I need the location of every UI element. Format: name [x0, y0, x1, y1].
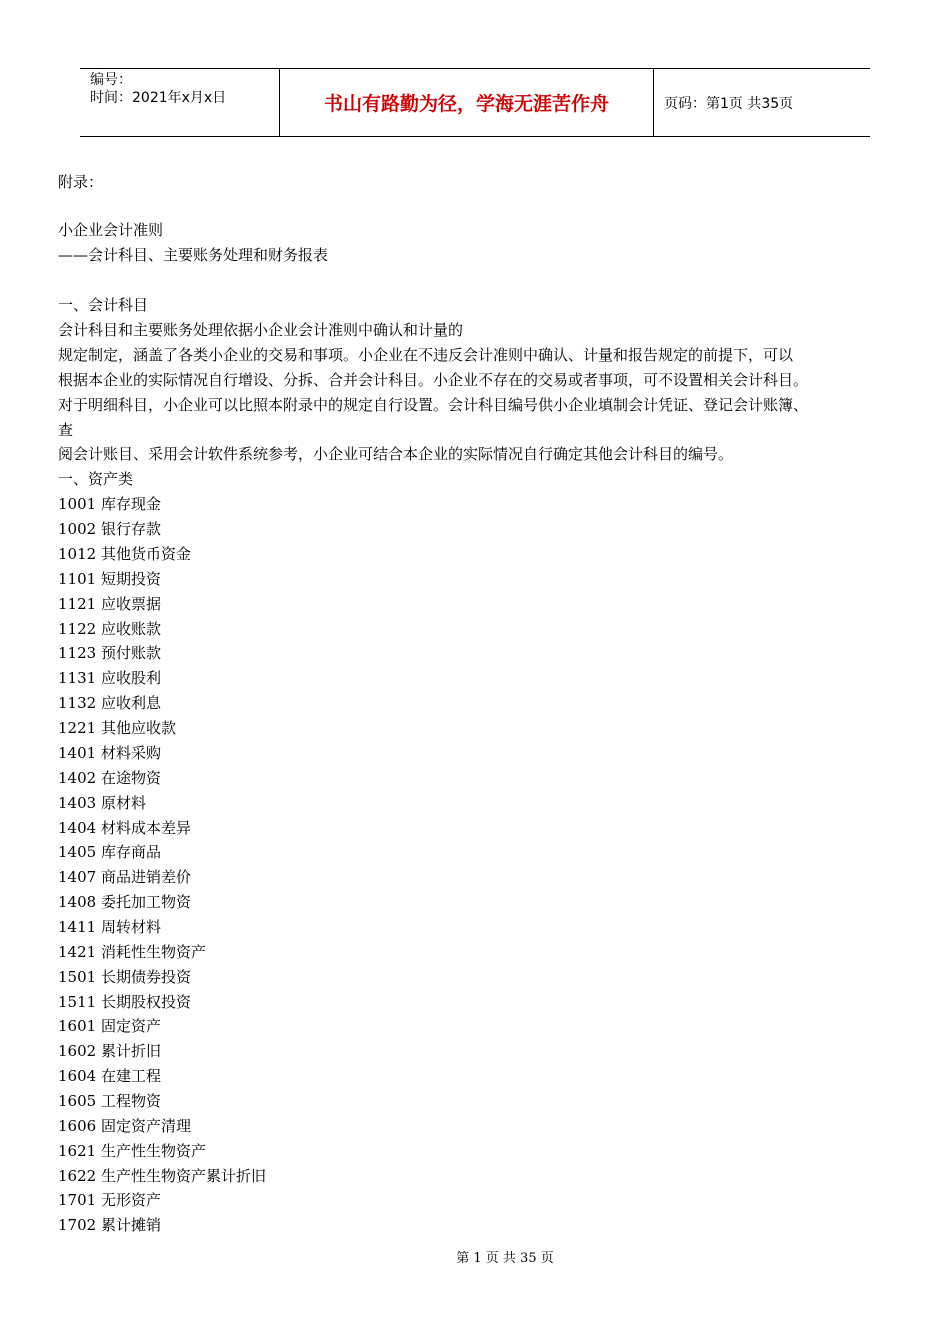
- account-item: 1123 预付账款: [58, 644, 161, 662]
- account-item: 1122 应收账款: [58, 620, 161, 638]
- paragraph-line: 会计科目和主要账务处理依据小企业会计准则中确认和计量的: [58, 321, 464, 339]
- account-item: 1602 累计折旧: [58, 1042, 161, 1060]
- account-item: 1131 应收股利: [58, 669, 161, 687]
- account-item: 1604 在建工程: [58, 1067, 161, 1085]
- account-item: 1408 委托加工物资: [58, 893, 191, 911]
- time-label: 时间：2021年x月x日: [90, 90, 227, 106]
- paragraph-line: 对于明细科目，小企业可以比照本附录中的规定自行设置。会计科目编号供小企业填制会计凭证、登记会计账簿、: [58, 396, 809, 414]
- doc-subtitle: ——会计科目、主要账务处理和财务报表: [58, 246, 329, 264]
- account-item: 1132 应收利息: [58, 694, 161, 712]
- account-item: 1012 其他货币资金: [58, 545, 191, 563]
- account-item: 1622 生产性生物资产累计折旧: [58, 1167, 266, 1185]
- account-item: 1606 固定资产清理: [58, 1117, 191, 1135]
- page-footer: 第 1 页 共 35 页: [456, 1251, 554, 1266]
- account-item: 1403 原材料: [58, 794, 146, 812]
- number-label: 编号：: [90, 72, 132, 88]
- account-item: 1402 在途物资: [58, 769, 161, 787]
- paragraph-line: 查: [58, 421, 74, 439]
- section-heading: 一、会计科目: [58, 296, 149, 314]
- account-item: 1101 短期投资: [58, 570, 161, 588]
- header-motto: 书山有路勤为径，学海无涯苦作舟: [280, 69, 654, 136]
- doc-title: 小企业会计准则: [58, 221, 164, 239]
- paragraph-line: 阅会计账目、采用会计软件系统参考，小企业可结合本企业的实际情况自行确定其他会计科目的编号。: [58, 445, 734, 463]
- account-item: 1002 银行存款: [58, 520, 161, 538]
- paragraph-line: 规定制定，涵盖了各类小企业的交易和事项。小企业在不违反会计准则中确认、计量和报告规定的前提下，可以: [58, 346, 794, 364]
- account-item: 1401 材料采购: [58, 744, 161, 762]
- account-item: 1221 其他应收款: [58, 719, 176, 737]
- account-item: 1702 累计摊销: [58, 1216, 161, 1234]
- account-item: 1601 固定资产: [58, 1017, 161, 1035]
- account-item: 1701 无形资产: [58, 1191, 161, 1209]
- account-item: 1511 长期股权投资: [58, 993, 191, 1011]
- appendix-label: 附录：: [58, 173, 104, 191]
- account-item: 1405 库存商品: [58, 843, 161, 861]
- header-meta: [80, 69, 280, 136]
- account-item: 1605 工程物资: [58, 1092, 161, 1110]
- account-item: 1121 应收票据: [58, 595, 161, 613]
- paragraph-line: 根据本企业的实际情况自行增设、分拆、合并会计科目。小企业不存在的交易或者事项，可不设置相关会计科目。: [58, 371, 809, 389]
- account-item: 1501 长期债券投资: [58, 968, 191, 986]
- category-heading: 一、资产类: [58, 470, 134, 488]
- account-item: 1404 材料成本差异: [58, 819, 191, 837]
- account-item: 1621 生产性生物资产: [58, 1142, 206, 1160]
- account-item: 1001 库存现金: [58, 495, 161, 513]
- account-item: 1411 周转材料: [58, 918, 161, 936]
- document-header: [80, 68, 870, 137]
- header-page-info: 页码：第1页 共35页: [664, 95, 794, 112]
- account-item: 1421 消耗性生物资产: [58, 943, 206, 961]
- account-item: 1407 商品进销差价: [58, 868, 191, 886]
